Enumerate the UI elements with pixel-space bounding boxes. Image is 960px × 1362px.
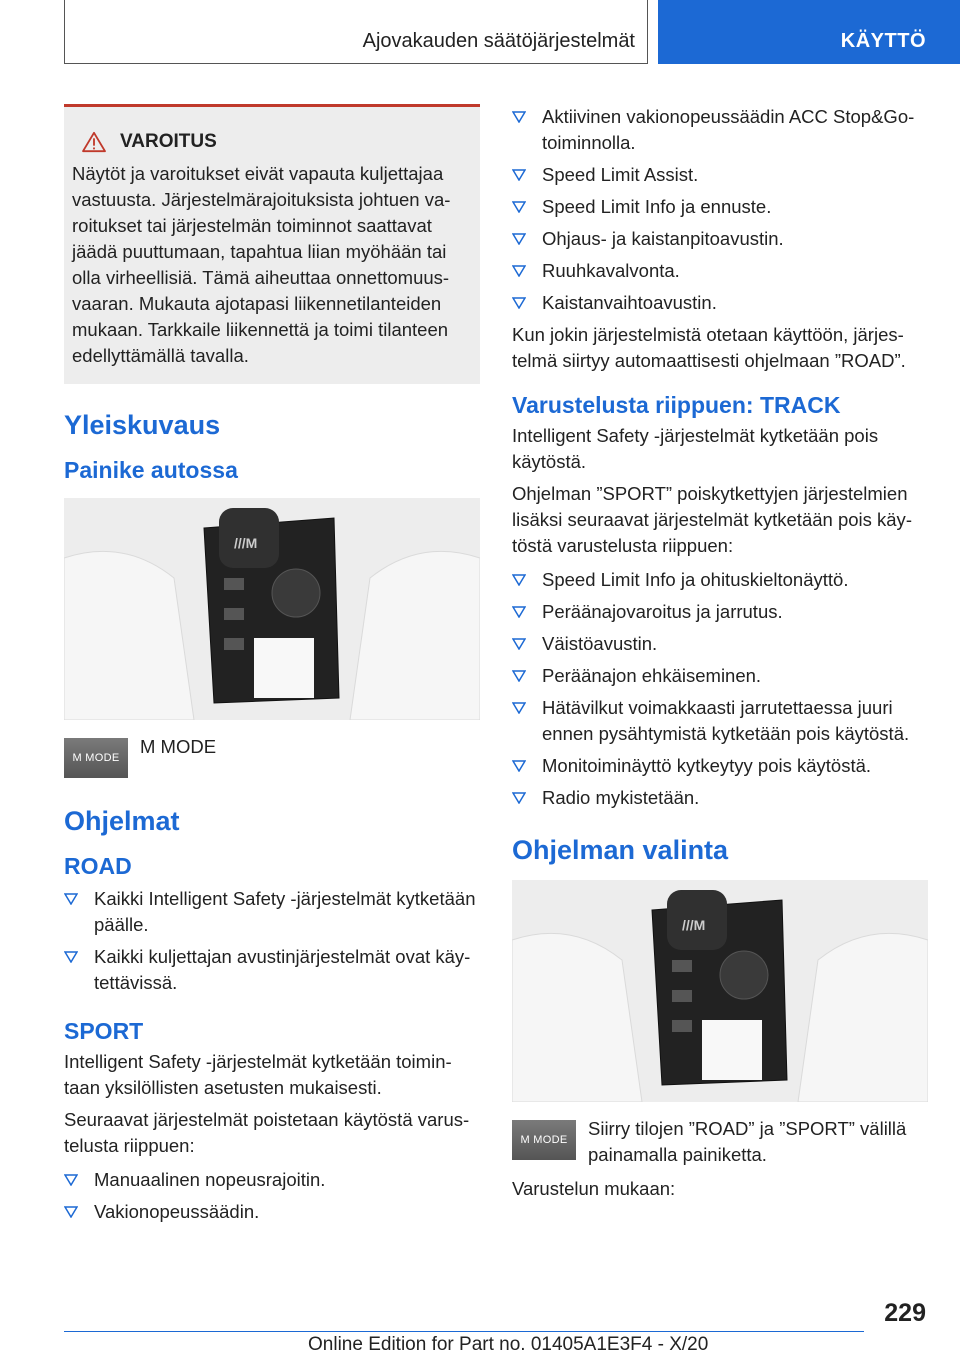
list-item: Monitoiminäyttö kytkeytyy pois käytöstä. <box>512 753 928 779</box>
console-illustration-icon <box>64 498 480 720</box>
mmode-button[interactable]: M MODE <box>64 738 128 778</box>
warning-text: Näytöt ja varoitukset eivät vapauta kuljettajaa vastuusta. Järjestelmärajoituksista johtuen varoitukset tai järjestelmän toiminnot saattavat jäädä puuttumaan, tapahtua liian myöhään tai olla virheellisiä. Tämä aiheuttaa onnettomuusvaaran. Mukauta ajotapasi liikennetilanteiden mukaan. Tarkkaile liikennettä ja toimi tilanteen edellyttämällä tavalla. <box>72 163 451 366</box>
list-item: Kaikki kuljettajan avustinjärjestelmät ovat käytettävissä. <box>64 944 480 996</box>
left-column <box>64 104 480 1231</box>
list-item: Hätävilkut voimakkaasti jarrutettaessa juuri ennen pysähtymistä kytketään pois käytöstä. <box>512 695 928 747</box>
warning-header <box>72 131 472 153</box>
list-item: Peräänajon ehkäiseminen. <box>512 663 928 689</box>
triangle-bullet-icon <box>512 265 526 277</box>
page-number: 229 <box>884 1299 926 1327</box>
triangle-bullet-icon <box>512 670 526 682</box>
list-item: Aktiivinen vakionopeussäädin ACC Stop&Go-toiminnolla. <box>512 104 928 156</box>
footer-divider <box>64 1331 864 1332</box>
sport-paragraph-2: Seuraavat järjestelmät poistetaan käytöstä varustelusta riippuen: <box>64 1109 470 1156</box>
heading-sport: SPORT <box>64 1018 144 1044</box>
triangle-bullet-icon <box>64 1174 78 1186</box>
chapter-title: Ajovakauden säätöjärjestelmät <box>362 30 635 52</box>
center-console-photo-2 <box>512 880 928 1102</box>
console-illustration-icon <box>512 880 928 1102</box>
systems-list-1 <box>512 104 928 316</box>
warning-title: VAROITUS <box>120 131 217 152</box>
list-item: Väistöavustin. <box>512 631 928 657</box>
mmode-caption: M MODE <box>140 736 217 757</box>
list-item: Ohjaus- ja kaistanpitoavustin. <box>512 226 928 252</box>
triangle-bullet-icon <box>512 702 526 714</box>
footer-edition: Online Edition for Part no. 01405A1E3F4 - X/20 <box>308 1334 709 1355</box>
triangle-bullet-icon <box>512 111 526 123</box>
mmode-button[interactable]: M MODE <box>512 1120 576 1160</box>
section-label: KÄYTTÖ <box>840 30 926 52</box>
list-item: Kaistanvaihtoavustin. <box>512 290 928 316</box>
right-column <box>512 104 928 1202</box>
list-item: Vakionopeussäädin. <box>64 1199 480 1225</box>
triangle-bullet-icon <box>512 201 526 213</box>
list-item: Manuaalinen nopeusrajoitin. <box>64 1167 480 1193</box>
triangle-bullet-icon <box>64 951 78 963</box>
triangle-bullet-icon <box>64 1206 78 1218</box>
road-list <box>64 886 480 996</box>
triangle-bullet-icon <box>512 606 526 618</box>
list-item: Radio mykistetään. <box>512 785 928 811</box>
triangle-bullet-icon <box>512 792 526 804</box>
heading-painike-autossa: Painike autossa <box>64 457 238 483</box>
triangle-bullet-icon <box>512 233 526 245</box>
mmode-button-row <box>64 734 480 778</box>
track-paragraph-1: Intelligent Safety -järjestelmät kytketään pois käytöstä. <box>512 425 879 472</box>
triangle-bullet-icon <box>512 574 526 586</box>
triangle-bullet-icon <box>512 297 526 309</box>
header-chapter-box <box>64 0 648 64</box>
svg-text:///M: ///M <box>682 917 706 933</box>
list-item: Peräänajovaroitus ja jarrutus. <box>512 599 928 625</box>
varustelu-paragraph: Varustelun mukaan: <box>512 1178 676 1199</box>
list-item: Kaikki Intelligent Safety -järjestelmät kytketään päälle. <box>64 886 480 938</box>
triangle-bullet-icon <box>64 893 78 905</box>
triangle-bullet-icon <box>512 638 526 650</box>
warning-box <box>64 104 480 384</box>
triangle-bullet-icon <box>512 760 526 772</box>
heading-yleiskuvaus: Yleiskuvaus <box>64 410 221 440</box>
list-item: Speed Limit Assist. <box>512 162 928 188</box>
mmode-button-row-2 <box>512 1116 928 1168</box>
list-item: Speed Limit Info ja ohituskieltonäyttö. <box>512 567 928 593</box>
systems-list-2 <box>512 567 928 811</box>
road-activation-paragraph: Kun jokin järjestelmistä otetaan käyttöön, järjestelmä siirtyy automaattisesti ohjelmaan ”ROAD”. <box>512 324 906 371</box>
heading-ohjelman-valinta: Ohjelman valinta <box>512 835 729 865</box>
list-item: Speed Limit Info ja ennuste. <box>512 194 928 220</box>
svg-text:///M: ///M <box>234 535 258 551</box>
list-item: Ruuhkavalvonta. <box>512 258 928 284</box>
heading-track: Varustelusta riippuen: TRACK <box>512 392 841 418</box>
sport-list <box>64 1167 480 1225</box>
header-section-tab[interactable] <box>658 0 960 64</box>
triangle-bullet-icon <box>512 169 526 181</box>
sport-paragraph-1: Intelligent Safety -järjestelmät kytketään toimintaan yksilöllisten asetusten mukaisesti. <box>64 1051 452 1098</box>
track-paragraph-2: Ohjelman ”SPORT” poiskytkettyjen järjestelmien lisäksi seuraavat järjestelmät kytketään pois käytöstä varustelusta riippuen: <box>512 483 912 556</box>
heading-road: ROAD <box>64 853 132 879</box>
center-console-photo <box>64 498 480 720</box>
mmode-caption: Siirry tilojen ”ROAD” ja ”SPORT” välillä painamalla painiketta. <box>588 1118 907 1165</box>
heading-ohjelmat: Ohjelmat <box>64 806 180 836</box>
warning-triangle-icon <box>80 131 108 153</box>
